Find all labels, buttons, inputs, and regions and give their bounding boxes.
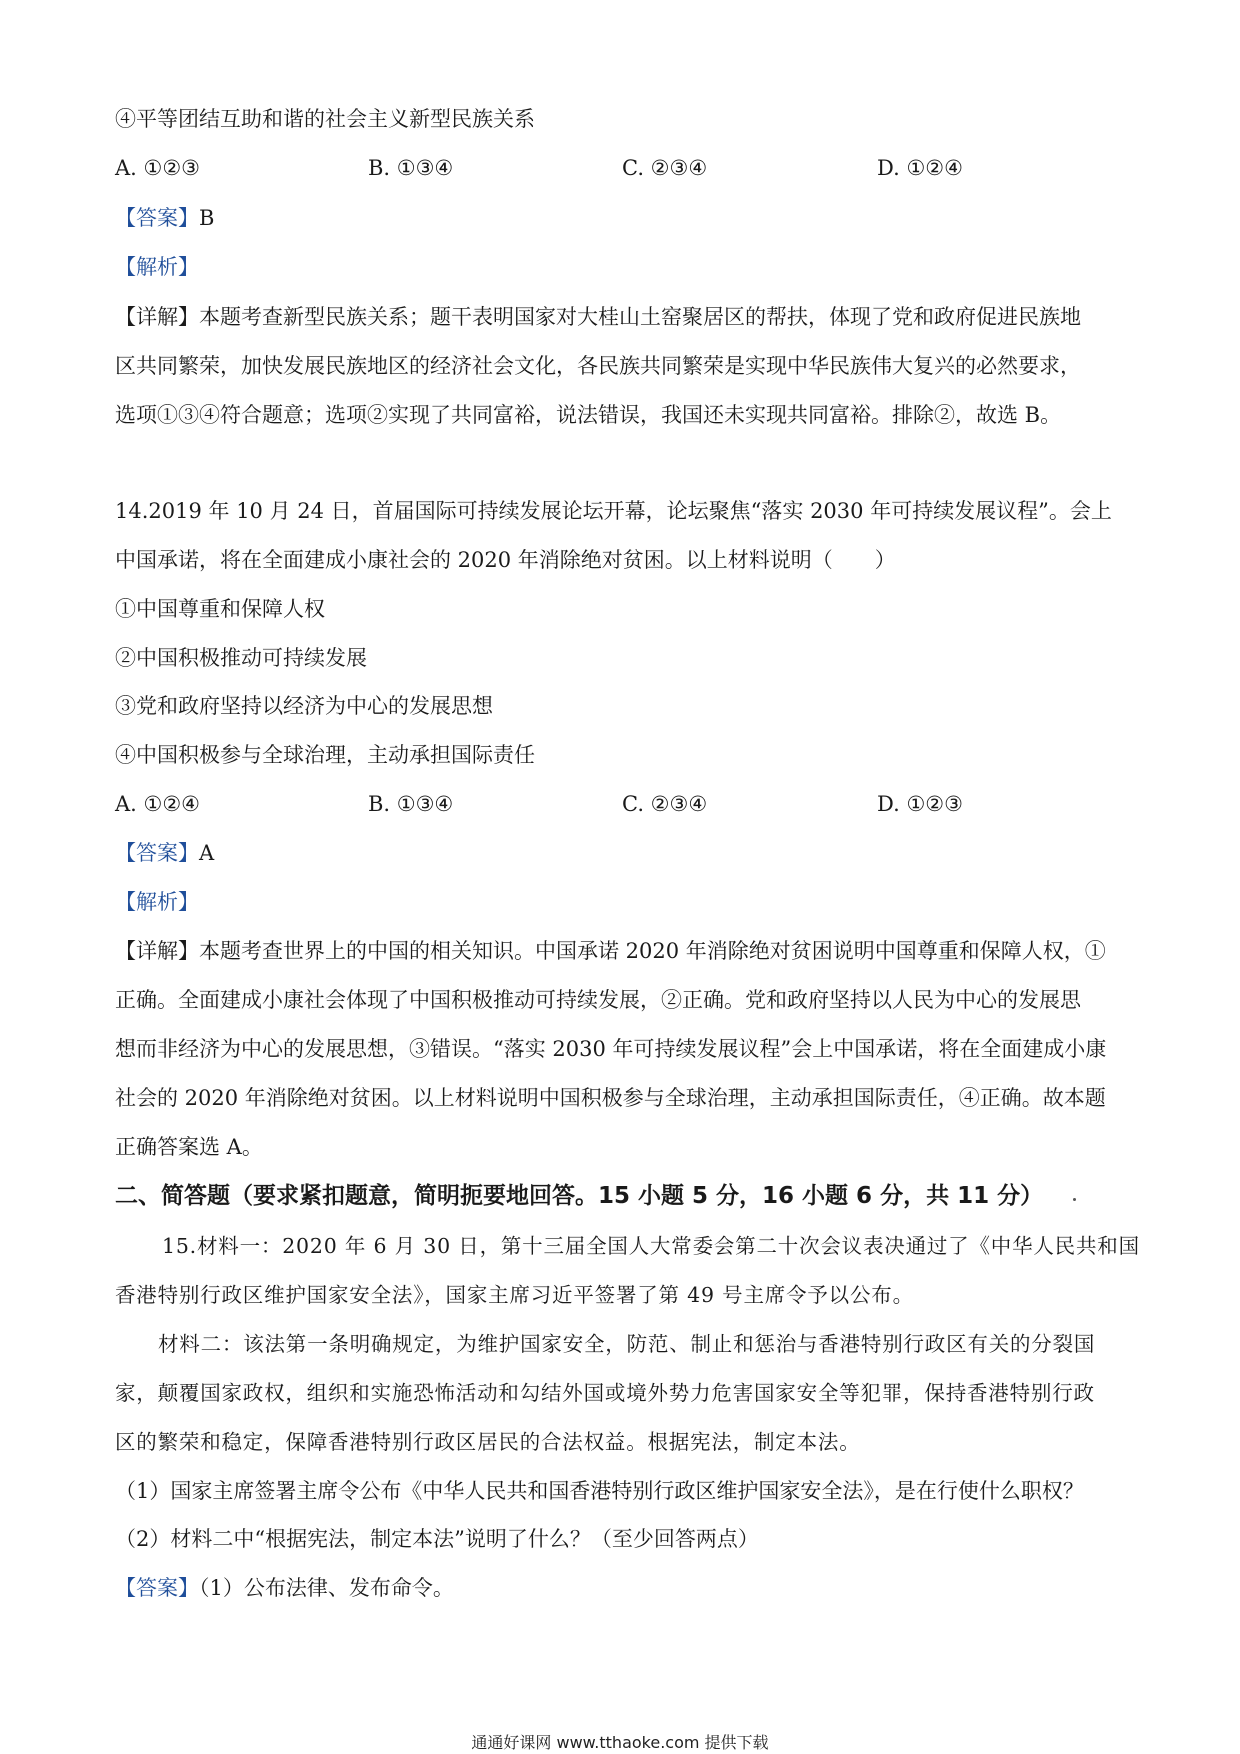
page-footer: 通通好课网 www.tthaoke.com 提供下载 (471, 1733, 769, 1752)
q14-detail-line: 社会的 2020 年消除绝对贫困。以上材料说明中国积极参与全球治理，主动承担国际责任，④正确。故本题 (115, 1086, 1106, 1110)
q14-option-c: C. ②③④ (622, 792, 708, 816)
q13-detail-line: 【详解】本题考查新型民族关系；题干表明国家对大桂山土窑聚居区的帮扶，体现了党和政府促进民族地 (115, 305, 1081, 329)
q13-option-c: C. ②③④ (622, 156, 708, 180)
q14-option-a: A. ①②④ (115, 792, 200, 816)
q14-item-4: ④中国积极参与全球治理，主动承担国际责任 (115, 743, 535, 767)
q15-material-line: 家，颠覆国家政权，组织和实施恐怖活动和勾结外国或境外势力危害国家安全等犯罪，保持香港特别行政 (115, 1381, 1095, 1405)
answer-tag: 【答案】 (115, 841, 199, 865)
q14-answer (115, 838, 214, 868)
answer-tag: 【答案】 (115, 1576, 199, 1600)
q13-answer (115, 203, 214, 233)
q15-material-line: 香港特别行政区维护国家安全法》，国家主席习近平签署了第 49 号主席令予以公布。 (115, 1283, 914, 1307)
q15-material-line: 材料二：该法第一条明确规定，为维护国家安全，防范、制止和惩治与香港特别行政区有关的分裂国 (158, 1332, 1096, 1356)
q13-option-b: B. ①③④ (368, 156, 454, 180)
q13-detail-line: 区共同繁荣，加快发展民族地区的经济社会文化，各民族共同繁荣是实现中华民族伟大复兴的必然要求， (115, 354, 1081, 378)
q13-option-a: A. ①②③ (115, 156, 200, 180)
q15-sub-question-1: （1）国家主席签署主席令公布《中华人民共和国香港特别行政区维护国家安全法》，是在行使什么职权？ (115, 1479, 1084, 1503)
q13-analysis-tag: 【解析】 (115, 255, 199, 279)
detail-tag: 【详解】 (115, 305, 199, 329)
q13-detail-line: 选项①③④符合题意；选项②实现了共同富裕，说法错误，我国还未实现共同富裕。排除②，故选 B。 (115, 403, 1062, 427)
q13-option-d: D. ①②④ (877, 156, 963, 180)
q15-material-line: 区的繁荣和稳定，保障香港特别行政区居民的合法权益。根据宪法，制定本法。 (115, 1430, 861, 1454)
answer-value: A (199, 841, 215, 865)
q14-detail-line: 【详解】本题考查世界上的中国的相关知识。中国承诺 2020 年消除绝对贫困说明中国尊重和保障人权，① (115, 939, 1106, 963)
q14-item-3: ③党和政府坚持以经济为中心的发展思想 (115, 694, 493, 718)
q14-analysis-tag: 【解析】 (115, 890, 199, 914)
q14-item-1: ①中国尊重和保障人权 (115, 597, 325, 621)
stray-dot (1073, 1198, 1076, 1201)
q14-stem-line: 14.2019 年 10 月 24 日，首届国际可持续发展论坛开幕，论坛聚焦“落实 2030 年可持续发展议程”。会上 (115, 499, 1112, 523)
q14-stem-line: 中国承诺，将在全面建成小康社会的 2020 年消除绝对贫困。以上材料说明（ ） (115, 548, 896, 572)
q14-detail-line: 正确。全面建成小康社会体现了中国积极推动可持续发展，②正确。党和政府坚持以人民为中心的发展思 (115, 988, 1081, 1012)
answer-tag: 【答案】 (115, 206, 199, 230)
q15-material-line: 15.材料一：2020 年 6 月 30 日，第十三届全国人大常委会第二十次会议表决通过了《中华人民共和国 (162, 1234, 1140, 1258)
q15-sub-question-2: （2）材料二中“根据宪法，制定本法”说明了什么？（至少回答两点） (115, 1527, 759, 1551)
q15-answer (115, 1573, 454, 1603)
q14-option-b: B. ①③④ (368, 792, 454, 816)
q14-item-2: ②中国积极推动可持续发展 (115, 646, 367, 670)
q14-detail-line: 想而非经济为中心的发展思想，③错误。“落实 2030 年可持续发展议程”会上中国承诺，将在全面建成小康 (115, 1037, 1107, 1061)
answer-value: （1）公布法律、发布命令。 (199, 1576, 454, 1600)
section-heading: 二、简答题（要求紧扣题意，简明扼要地回答。15 小题 5 分，16 小题 6 分，共 11 分） (115, 1183, 1044, 1209)
q13-item-4: ④平等团结互助和谐的社会主义新型民族关系 (115, 107, 535, 131)
q14-detail-line: 正确答案选 A。 (115, 1135, 263, 1159)
answer-value: B (199, 206, 215, 230)
q14-option-d: D. ①②③ (877, 792, 963, 816)
detail-tag: 【详解】 (115, 939, 199, 963)
